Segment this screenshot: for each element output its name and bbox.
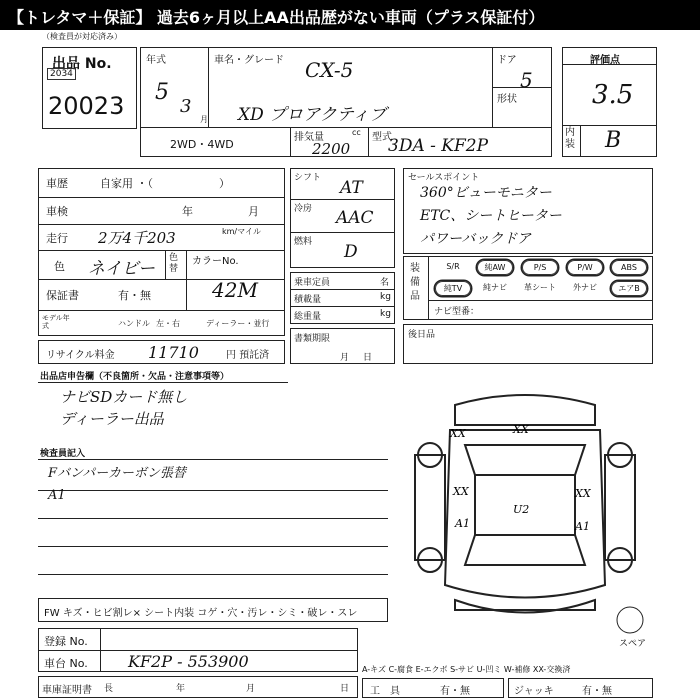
tools-options: 有・無 bbox=[440, 686, 470, 697]
docs-label: 書類期限 bbox=[294, 334, 331, 344]
equip-airbag: エアB bbox=[611, 281, 647, 296]
equip-leather-seat: 革シート bbox=[524, 283, 556, 292]
equip-abs: ABS bbox=[611, 260, 647, 275]
displacement-unit: cc bbox=[352, 128, 361, 137]
history-options: 自家用 ・（ ） bbox=[100, 177, 230, 190]
model-label: 車名・グレード bbox=[214, 55, 284, 66]
dealer-label: ディーラー・並行 bbox=[206, 319, 270, 328]
reg-label: 登録 No. bbox=[44, 635, 88, 648]
type-value: 3DA - KF2P bbox=[388, 136, 489, 156]
header-subtitle: （検査員が対応済み） bbox=[42, 32, 122, 41]
color-value: ネイビー bbox=[88, 259, 155, 279]
damage-legend-text: FW キズ・ヒビ割レ× シート内装 コゲ・穴・汚レ・シミ・破レ・スレ bbox=[44, 608, 358, 619]
shift-value: AT bbox=[340, 178, 363, 198]
month-unit: 月 bbox=[200, 115, 208, 124]
mark-front-right: XX bbox=[513, 423, 529, 436]
lot-number-small: 2034 bbox=[47, 68, 76, 80]
equip-alloy-wheel: 純AW bbox=[477, 260, 513, 275]
header-title: 【トレタマ＋保証】 過去6ヶ月以上AA出品歴がない車両（プラス保証付） bbox=[8, 8, 545, 27]
capacity-label: 乗車定員 bbox=[294, 278, 331, 288]
arrival-label: 後日品 bbox=[408, 330, 436, 340]
inspector-line-1: Fバンパーカーボン張替 bbox=[48, 466, 186, 481]
year-value: 5 bbox=[155, 80, 169, 105]
cert-col-2: 年 bbox=[176, 684, 186, 694]
equip-sunroof: S/R bbox=[446, 262, 460, 271]
mark-right-rear: A1 bbox=[575, 520, 590, 533]
sales-point-2: ETC、シートヒーター bbox=[420, 208, 562, 224]
warranty-options: 有・無 bbox=[118, 289, 151, 302]
displacement-value: 2200 bbox=[312, 140, 351, 158]
shift-label: シフト bbox=[294, 173, 322, 183]
recycle-value: 11710 bbox=[148, 343, 199, 362]
equip-aftermarket-navi: 外ナビ bbox=[573, 283, 597, 292]
report-line-2: ディーラー出品 bbox=[60, 410, 164, 428]
jack-label: ジャッキ bbox=[514, 686, 554, 697]
year-label: 年式 bbox=[146, 55, 166, 66]
mileage-value: 2万4千203 bbox=[98, 229, 176, 247]
car-front-outline bbox=[455, 395, 595, 425]
arrival-box bbox=[403, 324, 653, 364]
capacity-unit: 名 bbox=[380, 278, 390, 288]
displacement-label: 排気量 bbox=[294, 132, 324, 143]
shape-label: 形状 bbox=[497, 94, 517, 105]
doors-value: 5 bbox=[520, 68, 533, 92]
inspector-line-2: A1 bbox=[48, 488, 66, 503]
inspection-month: 月 bbox=[248, 205, 259, 218]
recycle-unit: 円 預託済 bbox=[226, 350, 270, 361]
weight-label: 総重量 bbox=[294, 312, 322, 322]
load-label: 積載量 bbox=[294, 295, 322, 305]
weight-unit: kg bbox=[380, 309, 391, 319]
spare-label: スペア bbox=[619, 639, 647, 647]
doors-label: ドア bbox=[497, 55, 517, 66]
chassis-label: 車台 No. bbox=[44, 657, 88, 670]
fuel-label: 燃料 bbox=[294, 237, 313, 247]
color-code-value: 42M bbox=[212, 278, 258, 302]
header-bar bbox=[0, 0, 700, 30]
model-name: CX-5 bbox=[305, 58, 354, 82]
month-value: 3 bbox=[180, 96, 192, 117]
handle-options: 左・右 bbox=[156, 319, 180, 328]
equip-genuine-navi: 純ナビ bbox=[483, 283, 507, 292]
mark-right-door: XX bbox=[575, 487, 591, 500]
lot-label: 出品 No. bbox=[52, 56, 112, 72]
equipment-label: 装備品 bbox=[410, 263, 420, 302]
chassis-value: KF2P - 553900 bbox=[128, 652, 249, 671]
model-grade: XD プロアクティブ bbox=[238, 105, 387, 125]
damage-codes-legend: A-キズ C-腐食 E-エクボ S-サビ U-凹ミ W-補修 XX-交換済 bbox=[362, 665, 571, 674]
cert-label: 車庫証明書 bbox=[42, 685, 92, 696]
mark-left-door: XX bbox=[453, 485, 469, 498]
rating-label: 評価点 bbox=[590, 55, 620, 66]
equip-power-window: P/W bbox=[567, 260, 603, 275]
cert-col-4: 日 bbox=[340, 684, 350, 694]
model-year-label: モデル年式 bbox=[42, 314, 70, 330]
color-label: 色 bbox=[54, 260, 65, 273]
equip-genuine-tv: 純TV bbox=[435, 281, 471, 296]
history-label: 車歴 bbox=[46, 177, 68, 190]
handle-label: ハンドル bbox=[118, 319, 150, 328]
mark-roof: U2 bbox=[513, 503, 530, 516]
rating-value: 3.5 bbox=[592, 80, 634, 110]
car-rear-outline bbox=[455, 600, 595, 613]
inspection-label: 車検 bbox=[46, 205, 68, 218]
interior-value: B bbox=[605, 128, 622, 153]
inspection-year: 年 bbox=[182, 205, 193, 218]
car-left-side bbox=[415, 455, 445, 560]
cert-col-3: 月 bbox=[246, 684, 256, 694]
mileage-units: km/マイル bbox=[222, 227, 261, 236]
sales-point-3: パワーバックドア bbox=[420, 231, 531, 247]
type-label: 型式 bbox=[372, 132, 392, 143]
navi-model-label: ナビ型番： bbox=[434, 307, 480, 317]
sales-points-label: セールスポイント bbox=[408, 173, 480, 183]
sales-point-1: 360°ビューモニター bbox=[420, 185, 552, 201]
load-unit: kg bbox=[380, 292, 391, 302]
warranty-label: 保証書 bbox=[46, 289, 79, 302]
mark-left-rear: A1 bbox=[455, 517, 470, 530]
ac-label: 冷房 bbox=[294, 204, 313, 214]
car-right-side bbox=[605, 455, 635, 560]
fuel-value: D bbox=[344, 242, 358, 262]
report-line-1: ナビSDカード無し bbox=[60, 388, 188, 406]
tools-label: 工具 bbox=[370, 686, 410, 697]
mileage-label: 走行 bbox=[46, 232, 68, 245]
inspector-label: 検査員記入 bbox=[40, 449, 86, 459]
car-rear-window bbox=[465, 535, 585, 565]
car-windshield bbox=[465, 445, 585, 475]
report-label: 出品店申告欄（不良箇所・欠品・注意事項等） bbox=[40, 372, 230, 382]
recycle-label: リサイクル料金 bbox=[46, 350, 115, 361]
spare-tire bbox=[617, 607, 643, 633]
equip-power-steering: P/S bbox=[522, 260, 558, 275]
ac-value: AAC bbox=[336, 208, 374, 228]
cert-col-1: 長 bbox=[104, 684, 114, 694]
car-diagram bbox=[395, 385, 655, 647]
drive-label: 2WD・4WD bbox=[170, 138, 234, 151]
jack-options: 有・無 bbox=[582, 686, 612, 697]
docs-unit: 月日 bbox=[340, 353, 387, 363]
color-change-label: 色替 bbox=[169, 253, 179, 274]
interior-label: 内装 bbox=[565, 127, 575, 150]
mark-front-left: XX bbox=[450, 427, 466, 440]
color-code-label: カラーNo. bbox=[192, 256, 239, 267]
lot-number: 20023 bbox=[48, 92, 125, 120]
